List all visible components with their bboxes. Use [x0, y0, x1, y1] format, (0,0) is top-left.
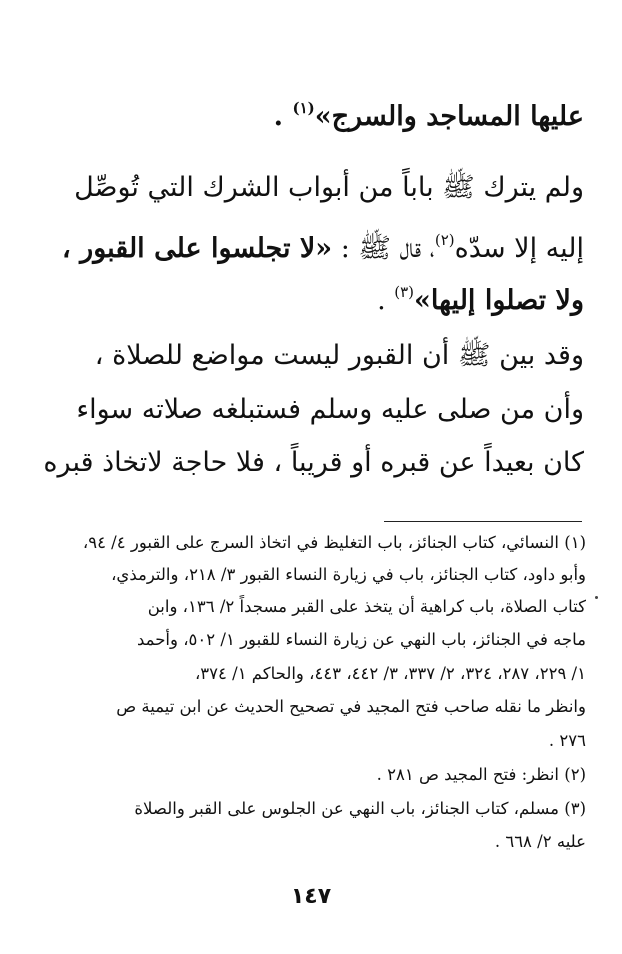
footnote-1-line-4: ماجه في الجنائز، باب النهي عن زيارة النساء للقبور ١/ ٥٠٢، وأحمد: [137, 630, 586, 649]
main-line-6: وأن من صلى عليه وسلم فستبلغه صلاته سواء: [76, 394, 584, 425]
footnote-ref-2[interactable]: (٢): [434, 231, 455, 249]
main-line-1-end: .: [273, 101, 293, 132]
page-number: ١٤٧: [290, 884, 332, 909]
main-line-3-a: إليه إلا سدّه: [454, 233, 584, 264]
footnote-1-line-2: وأبو داود، كتاب الجنائز، باب في زيارة النساء القبور ٣/ ٢١٨، والترمذي،: [111, 565, 586, 584]
main-line-5: وقد بين ﷺ أن القبور ليست مواضع للصلاة ،: [94, 340, 584, 371]
footnote-1-line-5: ١/ ٢٢٩، ٢٨٧، ٣٢٤، ٢/ ٣٣٧، ٣/ ٤٤٢، ٤٤٣، والحاكم ١/ ٣٧٤،: [194, 664, 586, 683]
main-line-2: ولم يترك ﷺ باباً من أبواب الشرك التي تُوصِّل: [74, 172, 584, 203]
footnote-3-line-1: (٣) مسلم، كتاب الجنائز، باب النهي عن الجلوس على القبر والصلاة: [134, 799, 586, 818]
footnote-divider: [384, 521, 582, 522]
footnote-1-line-7: ٢٧٦ .: [548, 731, 586, 750]
hadith-quote-start: «لا تجلسوا على القبور ،: [62, 233, 333, 264]
footnote-1-line-6: وانظر ما نقله صاحب فتح المجيد في تصحيح الحديث عن ابن تيمية ص: [116, 697, 586, 716]
hadith-quote-end: ولا تصلوا إليها»: [414, 285, 584, 316]
scan-speck: [595, 596, 598, 599]
main-line-4: [377, 272, 584, 321]
main-line-3: [62, 220, 584, 269]
footnote-ref-1[interactable]: (١): [292, 99, 315, 117]
main-line-4-end: .: [377, 285, 395, 316]
main-line-1-text: عليها المساجد والسرج»: [314, 101, 584, 132]
footnote-1-line-3: كتاب الصلاة، باب كراهية أن يتخذ على القبر مسجداً ٢/ ١٣٦، وابن: [147, 597, 586, 616]
footnote-1-line-1: (١) النسائي، كتاب الجنائز، باب التغليظ في اتخاذ السرج على القبور ٤/ ٩٤،: [82, 533, 586, 552]
main-line-1: [274, 88, 584, 137]
footnote-3-line-2: عليه ٢/ ٦٦٨ .: [494, 832, 586, 851]
main-line-7: كان بعيداً عن قبره أو قريباً ، فلا حاجة لاتخاذ قبره: [43, 447, 584, 478]
main-line-3-b: ، قال ﷺ :: [332, 233, 435, 264]
footnote-ref-3[interactable]: (٣): [394, 283, 415, 301]
footnote-2-line-1: (٢) انظر: فتح المجيد ص ٢٨١ .: [376, 765, 586, 784]
